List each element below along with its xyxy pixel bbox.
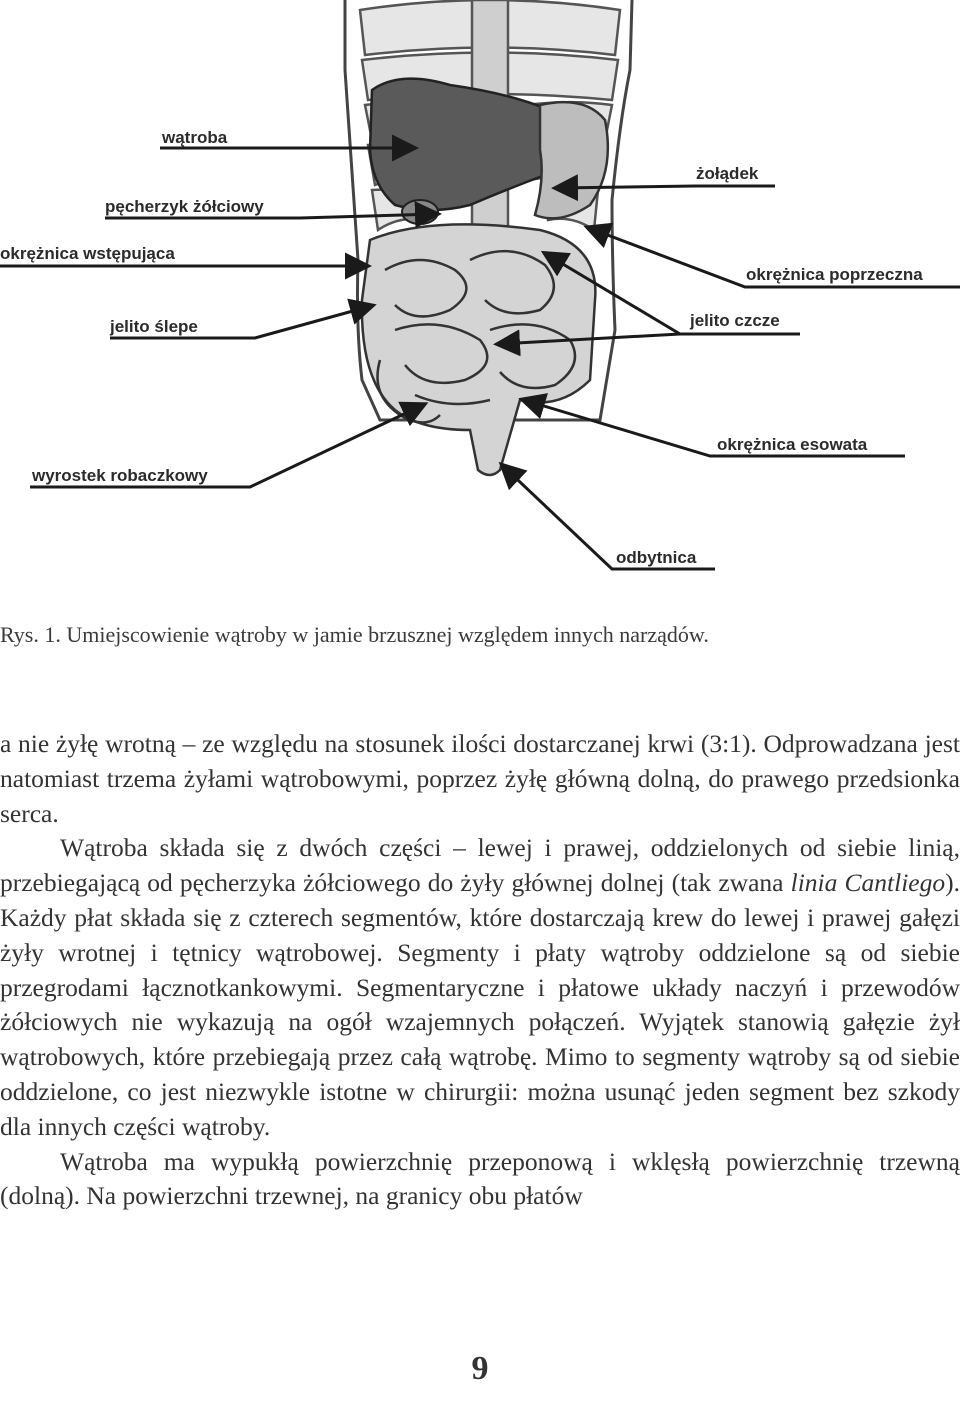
abdomen-illustration: [0, 0, 960, 600]
gallbladder-shape: [402, 200, 438, 224]
paragraph-2-start: Wątroba składa się z dwóch części – lewej i prawej, oddzielonych od siebie linią, przebiegającą od pęcherzyka żółciowego do żyły głównej dolnej (tak zwana: [0, 833, 960, 898]
label-cecum: jelito ślepe: [110, 317, 198, 336]
paragraph-3: Wątroba ma wypukłą powierzchnię przeponową i wklęsłą powierzchnię trzewną (dolną). Na powierzchni trzewnej, na granicy obu płatów: [0, 1146, 960, 1211]
body-text: [0, 727, 960, 1214]
label-stomach: żołądek: [696, 164, 759, 183]
page-number: 9: [471, 1350, 489, 1387]
liver-shape: [370, 79, 560, 210]
paragraph-2-end: ). Każdy płat składa się z czterech segmentów, które dostarczają krew do lewej i prawej gałęzi żyły wrotnej i tętnicy wątrobowej. Segmenty i płaty wątroby oddzielone są od siebie przegrodami łącznotkankowymi. Segmentaryczne i płatowe układy naczyń i przewodów żółciowych nie wykazują na ogół wzajemnych połączeń. Wyjątek stanowią gałęzie żył wątrobowych, które przebiegają przez całą wątrobę. Mimo to segmenty wątroby są od siebie oddzielone, co jest niezwykle istotne w chirurgii: można usunąć jeden segment bez szkody dla innych części wątroby.: [0, 868, 960, 1141]
label-ascending-colon: okrężnica wstępująca: [0, 244, 175, 263]
label-transverse-colon: okrężnica poprzeczna: [746, 265, 923, 284]
anatomy-figure: [0, 0, 960, 600]
label-gallbladder: pęcherzyk żółciowy: [105, 197, 264, 216]
label-rectum: odbytnica: [616, 548, 697, 567]
paragraph-1: a nie żyłę wrotną – ze względu na stosunek ilości dostarczanej krwi (3:1). Odprowadzana jest natomiast trzema żyłami wątrobowymi, poprzez żyłę główną dolną, do prawego przedsionka serca.: [0, 729, 960, 828]
label-liver: wątroba: [162, 128, 228, 147]
label-jejunum: jelito czcze: [690, 311, 780, 330]
cantlie-line-term: linia Cantliego: [790, 868, 946, 898]
label-appendix: wyrostek robaczkowy: [32, 466, 208, 485]
label-sigmoid-colon: okrężnica esowata: [717, 435, 868, 454]
figure-caption: Rys. 1. Umiejscowienie wątroby w jamie brzusznej względem innych narządów.: [0, 622, 709, 647]
paragraph-2: [0, 831, 960, 1144]
